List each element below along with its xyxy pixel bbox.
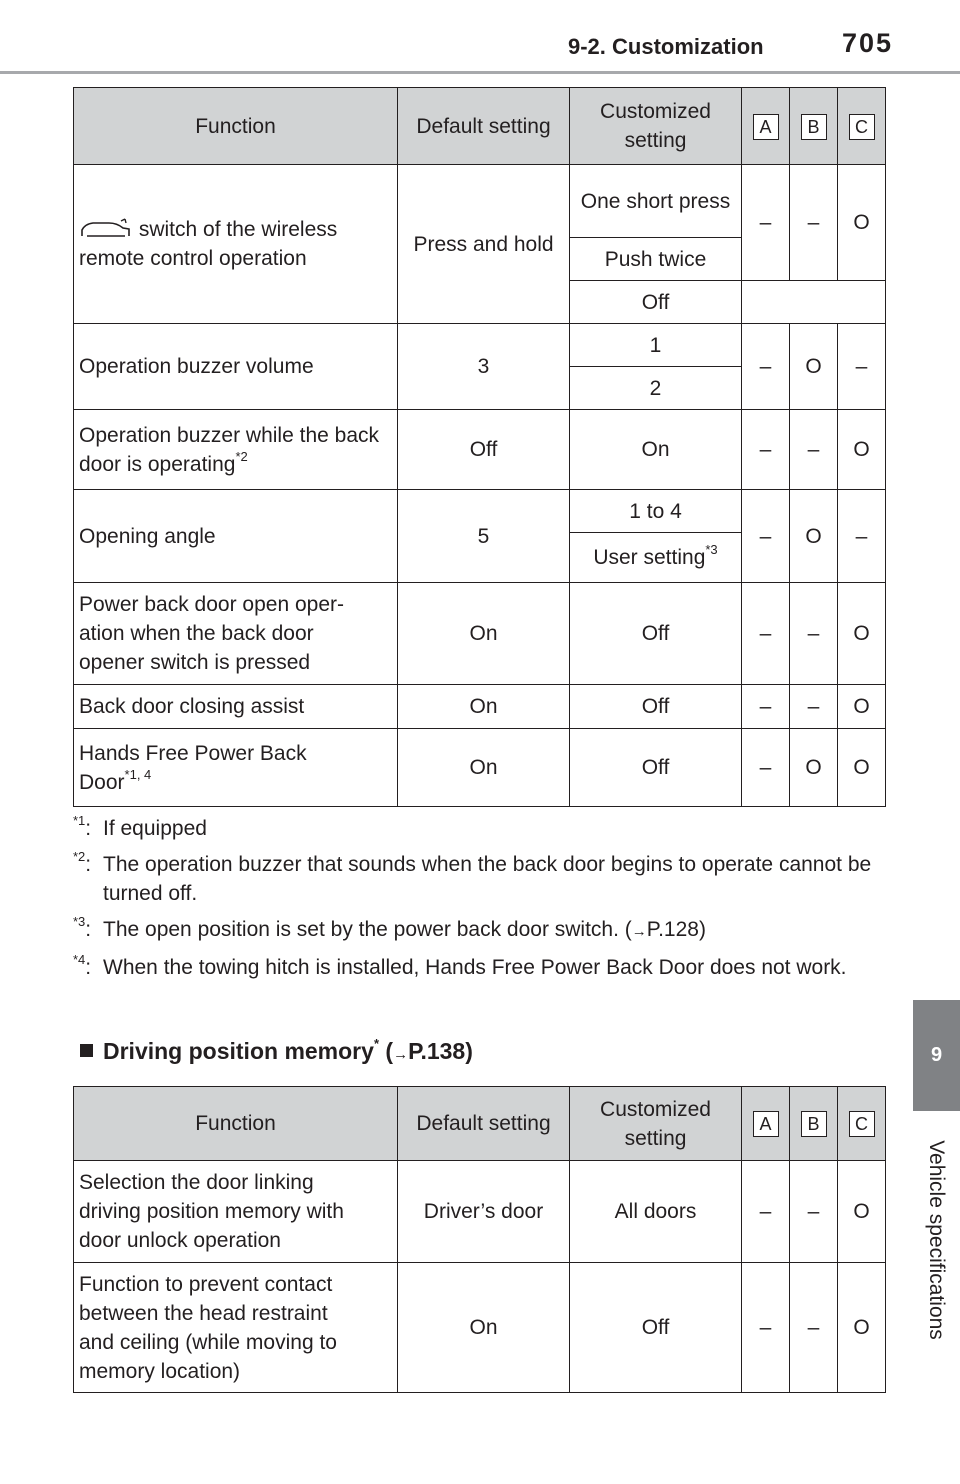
option-cell: One short press <box>570 165 742 238</box>
table-row <box>74 1161 886 1263</box>
arrow-right-icon: → <box>631 923 647 940</box>
default-cell: Off <box>398 410 570 490</box>
function-line: Function to prevent contact <box>79 1272 333 1296</box>
col-a-cell: – <box>742 685 790 729</box>
col-c-cell: O <box>838 729 886 807</box>
footnote-mark: *2 <box>73 849 86 864</box>
col-a-cell: – <box>742 1161 790 1263</box>
col-b-cell: O <box>790 490 838 583</box>
col-c-label: C <box>849 1111 875 1137</box>
default-cell: 5 <box>398 490 570 583</box>
arrow-right-icon: → <box>393 1046 409 1063</box>
header-customized: Customized setting <box>570 1087 742 1161</box>
header-customized: Customized setting <box>570 88 742 165</box>
default-cell: On <box>398 1263 570 1393</box>
section-heading-text: Driving position memory <box>103 1038 374 1064</box>
footnote-ref: *1, 4 <box>124 766 152 782</box>
option-cell: Off <box>570 583 742 685</box>
customization-table-2 <box>73 1086 886 1393</box>
footnote-text: The operation buzzer that sounds when the back door begins to operate cannot be turned off. <box>103 853 872 905</box>
table-row <box>74 490 886 533</box>
section-heading: Driving position memory* (→P.138) <box>80 1038 473 1065</box>
function-line: door unlock operation <box>79 1229 281 1252</box>
function-text: Operation buzzer while the back door is operating <box>79 423 379 476</box>
chapter-number: 9 <box>930 1044 943 1066</box>
header-divider <box>0 71 960 74</box>
default-cell: On <box>398 583 570 685</box>
footnote-ref: *3 <box>705 542 718 557</box>
footnote: $^{*2}$: The operation buzzer that sounds when the back door begins to operate cannot be turned off. <box>73 850 883 908</box>
col-c-cell: O <box>838 1161 886 1263</box>
footnote-text: If equipped <box>103 817 207 840</box>
function-cell <box>74 729 398 807</box>
default-cell: On <box>398 685 570 729</box>
col-a-cell: – <box>742 583 790 685</box>
col-b-cell: O <box>790 324 838 410</box>
col-c-cell: O <box>838 1263 886 1393</box>
col-c-cell: O <box>838 410 886 490</box>
option-cell: 1 <box>570 324 742 367</box>
option-cell: Off <box>570 729 742 807</box>
option-cell: Off <box>570 1263 742 1393</box>
page-reference-link[interactable]: P.128) <box>646 918 706 941</box>
function-line: driving position memory with <box>79 1200 344 1223</box>
col-c-cell: O <box>838 685 886 729</box>
col-b-cell: O <box>790 729 838 807</box>
function-line: and ceiling (while moving to <box>79 1330 337 1354</box>
table-row <box>74 1263 886 1393</box>
default-cell: Driver’s door <box>398 1161 570 1263</box>
header-col-c <box>838 88 886 165</box>
col-c-label: C <box>849 114 875 140</box>
function-cell: Operation buzzer volume <box>74 324 398 410</box>
header-col-b <box>790 1087 838 1161</box>
customization-table-1 <box>73 87 886 807</box>
chapter-title: Vehicle specifications <box>925 1140 948 1340</box>
function-line: between the head restraint <box>79 1301 328 1325</box>
col-a-cell: – <box>742 324 790 410</box>
function-line: Hands Free Power Back <box>79 741 307 765</box>
function-cell: Back door closing assist <box>74 685 398 729</box>
table-row <box>74 685 886 729</box>
col-a-cell: – <box>742 410 790 490</box>
col-a-cell: – <box>742 165 790 281</box>
col-b-cell: – <box>790 165 838 281</box>
option-text: User setting <box>593 546 706 569</box>
header-col-b <box>790 88 838 165</box>
table-row <box>74 729 886 807</box>
option-cell: All doors <box>570 1161 742 1263</box>
function-cell: Opening angle <box>74 490 398 583</box>
function-line: Power back door open oper- <box>79 593 344 616</box>
function-cell <box>74 583 398 685</box>
footnotes <box>73 814 883 989</box>
footnote-text: The open position is set by the power back door switch. ( <box>103 918 632 941</box>
footnote-mark: *1 <box>73 813 86 828</box>
footnote-text: When the towing hitch is installed, Hands Free Power Back Door does not work. <box>103 956 847 979</box>
header-function: Function <box>74 88 398 165</box>
default-cell: Press and hold <box>398 165 570 324</box>
table-header-row <box>74 88 886 165</box>
footnote: $^{*3}$: The open position is set by the power back door switch. (→P.128) <box>73 914 706 941</box>
page-number: 705 <box>842 28 894 58</box>
square-bullet-icon <box>80 1044 93 1057</box>
table-row <box>74 165 886 238</box>
footnote-mark: *4 <box>73 952 86 967</box>
option-cell: Off <box>570 685 742 729</box>
footnote: $^{*4}$: When the towing hitch is installed, Hands Free Power Back Door does not work. <box>73 953 883 982</box>
footnote-mark: *3 <box>73 914 86 929</box>
col-c-cell: – <box>838 490 886 583</box>
table-row <box>74 583 886 685</box>
page-reference-link[interactable]: P.138) <box>408 1038 473 1064</box>
footnote-ref: *2 <box>235 448 248 464</box>
footnote: $^{*1}$: If equipped <box>73 814 883 843</box>
col-a-label: A <box>753 114 779 140</box>
function-line: opener switch is pressed <box>79 651 311 674</box>
function-line: Door <box>79 770 125 794</box>
col-c-cell: – <box>838 324 886 410</box>
col-a-cell: – <box>742 729 790 807</box>
header-col-a <box>742 1087 790 1161</box>
col-a-cell: – <box>742 490 790 583</box>
function-cell <box>74 165 398 324</box>
table-header-row <box>74 1087 886 1161</box>
function-cell <box>74 410 398 490</box>
function-line: memory location) <box>79 1359 241 1383</box>
option-cell: Push twice <box>570 238 742 281</box>
col-b-label: B <box>801 1111 827 1137</box>
table-row <box>74 324 886 367</box>
function-cell <box>74 1161 398 1263</box>
col-b-label: B <box>801 114 827 140</box>
col-b-cell: – <box>790 1161 838 1263</box>
header-function: Function <box>74 1087 398 1161</box>
header-col-a <box>742 88 790 165</box>
col-b-cell: – <box>790 583 838 685</box>
function-cell <box>74 1263 398 1393</box>
option-cell: 2 <box>570 367 742 410</box>
option-cell: 1 to 4 <box>570 490 742 533</box>
option-cell <box>570 533 742 583</box>
empty-cell <box>742 281 886 324</box>
col-b-cell: – <box>790 1263 838 1393</box>
function-line: ation when the back door <box>79 622 314 645</box>
section-title: 9-2. Customization <box>568 34 764 59</box>
header-col-c <box>838 1087 886 1161</box>
default-cell: On <box>398 729 570 807</box>
function-line: Selection the door linking <box>79 1171 314 1194</box>
default-cell: 3 <box>398 324 570 410</box>
col-b-cell: – <box>790 410 838 490</box>
car-outline-icon <box>79 217 133 239</box>
chapter-tab <box>913 1000 960 1111</box>
col-b-cell: – <box>790 685 838 729</box>
col-c-cell: O <box>838 165 886 281</box>
col-a-label: A <box>753 1111 779 1137</box>
header-default: Default setting <box>398 1087 570 1161</box>
option-cell: On <box>570 410 742 490</box>
col-a-cell: – <box>742 1263 790 1393</box>
table-row <box>74 410 886 490</box>
option-cell: Off <box>570 281 742 324</box>
header-default: Default setting <box>398 88 570 165</box>
heading-mark: * <box>373 1036 379 1052</box>
col-c-cell: O <box>838 583 886 685</box>
function-text: switch of the wireless remote control operation <box>79 218 338 270</box>
